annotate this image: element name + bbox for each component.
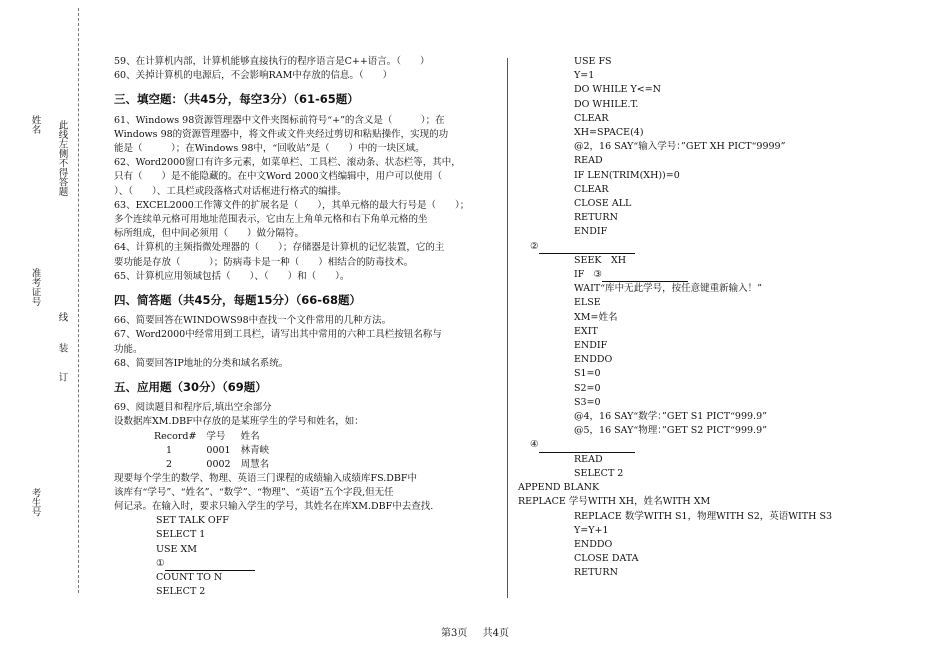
code-line: SEEK XH bbox=[574, 254, 627, 266]
code-line: DO WHILE Y<=N bbox=[574, 84, 661, 96]
question-59: 59、在计算机内部，计算机能够直接执行的程序语言是C++语言。（ ） bbox=[114, 56, 430, 67]
code-line: ENDDO bbox=[574, 354, 613, 366]
exam-number-label: 准考证号 bbox=[29, 268, 41, 306]
question-64-line1: 64、计算机的主频指微处理器的（ ）；存储器是计算机的记忆装置，它的主 bbox=[114, 242, 445, 254]
table-cell: 0001 bbox=[206, 444, 231, 456]
code-line: S1=0 bbox=[574, 368, 601, 380]
code-line: ENDDO bbox=[574, 538, 613, 550]
question-62-line2: 只有（ ）是不能隐藏的。在中文Word 2000文档编辑中，用户可以使用（ bbox=[114, 171, 443, 183]
table-header: 学号 bbox=[206, 430, 226, 442]
code-line: ELSE bbox=[574, 297, 601, 309]
code-line: CLEAR bbox=[574, 112, 609, 124]
code-line: SELECT 2 bbox=[574, 467, 624, 479]
section-short-answer-title: 四、简答题（共45分，每题15分）（66-68题） bbox=[114, 293, 362, 308]
code-line: SET TALK OFF bbox=[156, 515, 229, 527]
question-69-line2: 设数据库XM.DBF中存放的是某班学生的学号和姓名，如： bbox=[114, 416, 364, 428]
section-fill-in-title: 三、填空题：（共45分，每空3分）（61-65题） bbox=[114, 92, 359, 107]
code-line: USE FS bbox=[574, 56, 612, 67]
table-header: Record# bbox=[154, 430, 197, 442]
question-62-line1: 62、Word2000窗口有许多元素，如菜单栏、工具栏、滚动条、状态栏等，其中， bbox=[114, 157, 461, 169]
question-69-line4: 该库有“学号”、“姓名”、“数学”、“物理”、“英语”五个字段,但无任 bbox=[114, 486, 394, 498]
page-footer bbox=[0, 624, 950, 639]
code-line: S3=0 bbox=[574, 396, 601, 408]
code-line: IF LEN(TRIM(XH))=0 bbox=[574, 169, 680, 181]
code-line: SELECT 1 bbox=[156, 529, 206, 541]
question-61-line2: Windows 98的资源管理器中，将文件或文件夹经过剪切和粘贴操作，实现的功 bbox=[114, 128, 449, 140]
line-label: 线 bbox=[56, 312, 68, 322]
table-row bbox=[154, 458, 279, 472]
question-67-line2: 功能。 bbox=[114, 343, 143, 355]
code-line: READ bbox=[574, 453, 603, 465]
question-66: 66、简要回答在WINDOWS98中查找一个文件常用的几种方法。 bbox=[114, 315, 392, 327]
code-line: CLOSE DATA bbox=[574, 553, 639, 565]
question-62-line3: ）、（ ）、工具栏或段落格式对话框进行格式的编排。 bbox=[114, 185, 347, 197]
column-divider bbox=[507, 58, 508, 598]
code-line: RETURN bbox=[574, 567, 618, 579]
code-line: Y=1 bbox=[574, 70, 595, 82]
question-69-line3: 现要每个学生的数学、物理、英语三门课程的成绩输入成绩库FS.DBF中 bbox=[114, 472, 417, 484]
answer-blank-2: ② bbox=[518, 240, 938, 254]
code-line: ENDIF bbox=[574, 226, 608, 238]
answer-blank-1: ① bbox=[114, 557, 499, 571]
question-61-line3: 能是（ ）；在Windows 98中，“回收站”是（ ）中的一块区域。 bbox=[114, 143, 425, 155]
question-63-line3: 标所组成，但中间必须用（ ）做分隔符。 bbox=[114, 228, 305, 240]
table-cell: 林青峡 bbox=[240, 444, 270, 456]
question-61-line1: 61、Windows 98资源管理器中文件夹图标前符号“+”的含义是（ ）；在 bbox=[114, 114, 445, 126]
table-cell: 周慧名 bbox=[240, 458, 270, 470]
code-line: XH=SPACE(4) bbox=[574, 127, 644, 139]
question-69-line1: 69、阅读题目和程序后,填出空余部分 bbox=[114, 402, 272, 414]
binding-label-b: 订 bbox=[56, 372, 68, 382]
code-line: APPEND BLANK bbox=[518, 482, 600, 494]
question-63-line1: 63、EXCEL2000工作簿文件的扩展名是（ ），其单元格的最大行号是（ ）； bbox=[114, 199, 470, 211]
code-line: @5，16 SAY“物理：”GET S2 PICT“999.9” bbox=[574, 425, 767, 437]
code-line: READ bbox=[574, 155, 603, 167]
left-column bbox=[114, 55, 499, 600]
code-line: CLOSE ALL bbox=[574, 198, 632, 210]
question-68: 68、简要回答IP地址的分类和域名系统。 bbox=[114, 357, 289, 369]
code-line: COUNT TO N bbox=[156, 572, 223, 584]
right-column bbox=[518, 55, 938, 581]
question-69-line5: 何记录。在输入时，要求只输入学生的学号，其姓名在库XM.DBF中去查找. bbox=[114, 501, 434, 513]
code-line: XM=姓名 bbox=[574, 311, 618, 323]
code-line: @4，16 SAY“数学：”GET S1 PICT“999.9” bbox=[574, 411, 767, 423]
code-line: SELECT 2 bbox=[156, 586, 206, 598]
code-line: RETURN bbox=[574, 212, 618, 224]
table-row bbox=[154, 444, 279, 458]
code-line: DO WHILE.T. bbox=[574, 98, 639, 110]
question-65: 65、计算机应用领域包括（ ）、（ ）和（ ）。 bbox=[114, 270, 350, 282]
answer-blank-3: IF ③ bbox=[518, 268, 938, 282]
section-application-title: 五、应用题（30分）（69题） bbox=[114, 380, 267, 395]
code-line: EXIT bbox=[574, 325, 598, 337]
code-line: REPLACE 数学WITH S1，物理WITH S2，英语WITH S3 bbox=[574, 510, 833, 522]
code-line: @2，16 SAY“输入学号：”GET XH PICT“9999” bbox=[574, 141, 786, 153]
code-line: S2=0 bbox=[574, 382, 601, 394]
question-63-line2: 多个连续单元格可用地址范围表示，它由左上角单元格和右下角单元格的坐 bbox=[114, 214, 428, 226]
code-line: USE XM bbox=[156, 543, 197, 555]
page-total: 共4页 bbox=[482, 628, 509, 639]
binding-line bbox=[78, 8, 80, 593]
table-header: 姓名 bbox=[240, 430, 260, 442]
question-67-line1: 67、Word2000中经常用到工具栏，请写出其中常用的六种工具栏按钮名称与 bbox=[114, 329, 442, 341]
binding-label-a: 装 bbox=[56, 343, 68, 353]
page-number: 第3页 bbox=[441, 628, 468, 639]
code-line: REPLACE 学号WITH XH，姓名WITH XM bbox=[518, 496, 711, 508]
code-line: WAIT“库中无此学号，按任意键重新输入！” bbox=[574, 283, 762, 295]
table-cell: 1 bbox=[166, 444, 173, 456]
student-number-label: 考生号 bbox=[29, 488, 41, 517]
question-64-line2: 要功能是存放（ ）；防病毒卡是一种（ ）相结合的防毒技术。 bbox=[114, 256, 414, 268]
table-cell: 0002 bbox=[206, 458, 231, 470]
code-line: ENDIF bbox=[574, 340, 608, 352]
table-header-row bbox=[154, 430, 279, 444]
name-label: 姓名 bbox=[29, 115, 41, 134]
question-60: 60、关掉计算机的电源后，不会影响RAM中存放的信息。（ ） bbox=[114, 70, 393, 82]
table-cell: 2 bbox=[166, 458, 173, 470]
student-table bbox=[154, 430, 279, 472]
answer-blank-4: ④ bbox=[518, 438, 938, 452]
code-line: CLEAR bbox=[574, 183, 609, 195]
code-line: Y=Y+1 bbox=[574, 524, 609, 536]
no-answer-warning: 此线左侧不得答题 bbox=[56, 120, 68, 196]
